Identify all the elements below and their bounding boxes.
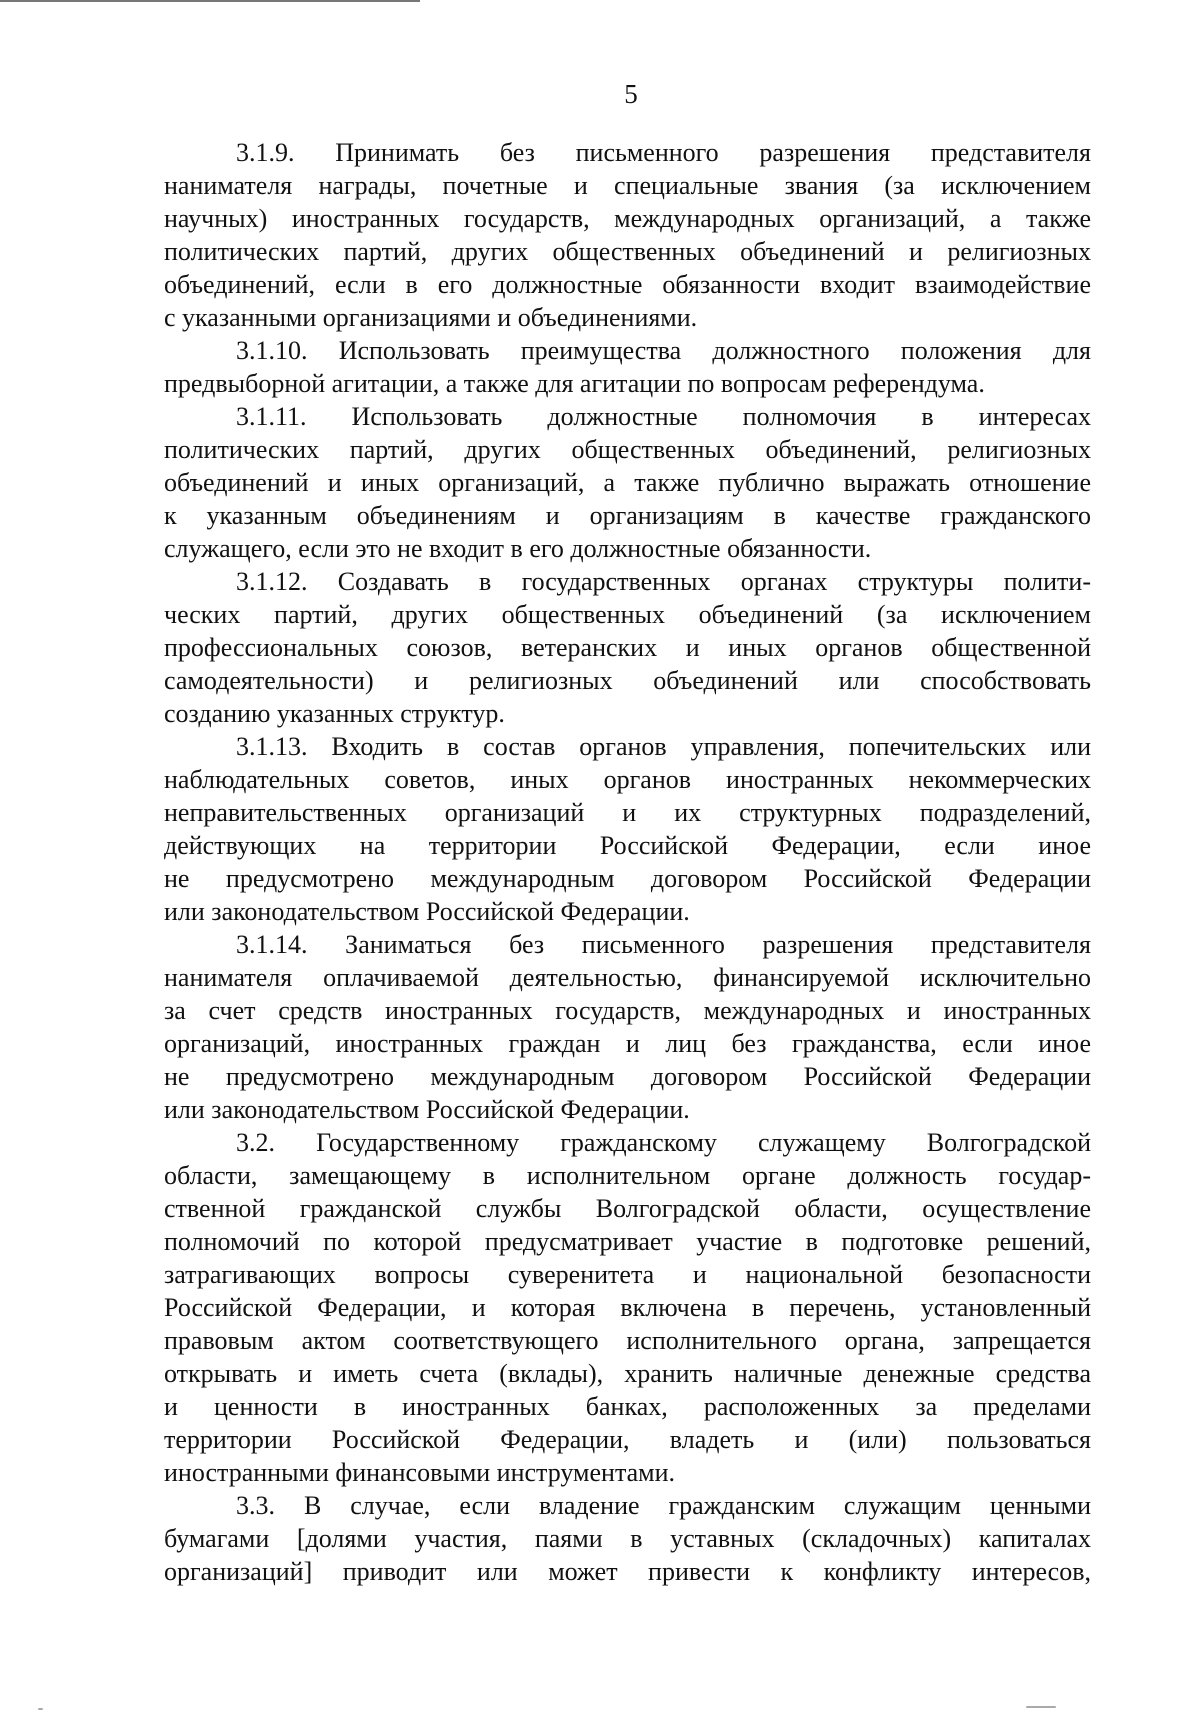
text-line: служащего, если это не входит в его должностные обязанности.	[164, 534, 872, 563]
text-line: 3.1.11. Использовать должностные полномочия в интересах	[236, 402, 1091, 431]
text-line: иностранными финансовыми инструментами.	[164, 1458, 676, 1487]
text-line: 3.3. В случае, если владение гражданским служащим ценными	[236, 1491, 1091, 1520]
text-line: или законодательством Российской Федерации.	[164, 1095, 690, 1124]
text-line: затрагивающих вопросы суверенитета и национальной безопасности	[164, 1260, 1091, 1289]
text-line: неправительственных организаций и их структурных подразделений,	[164, 798, 1091, 827]
text-line: самодеятельности) и религиозных объединений или способствовать	[164, 666, 1091, 695]
text-line: Российской Федерации, и которая включена в перечень, установленный	[164, 1293, 1091, 1322]
text-line: 3.1.10. Использовать преимущества должностного положения для	[236, 336, 1091, 365]
text-line: и ценности в иностранных банках, расположенных за пределами	[164, 1392, 1091, 1421]
text-line: за счет средств иностранных государств, международных и иностранных	[164, 996, 1091, 1025]
text-line: наблюдательных советов, иных органов иностранных некоммерческих	[164, 765, 1091, 794]
text-line: нанимателя оплачиваемой деятельностью, финансируемой исключительно	[164, 963, 1091, 992]
text-line: не предусмотрено международным договором Российской Федерации	[164, 864, 1091, 893]
text-line: полномочий по которой предусматривает участие в подготовке решений,	[164, 1227, 1091, 1256]
text-line: предвыборной агитации, а также для агитации по вопросам референдума.	[164, 369, 985, 398]
text-line: нанимателя награды, почетные и специальные звания (за исключением	[164, 171, 1091, 200]
document-text	[164, 136, 1091, 1588]
text-line: объединений и иных организаций, а также публично выражать отношение	[164, 468, 1091, 497]
text-line: 3.2. Государственному гражданскому служащему Волгоградской	[236, 1128, 1091, 1157]
scan-edge-top	[0, 0, 420, 2]
text-line: 3.1.12. Создавать в государственных органах структуры полити-	[236, 567, 1091, 596]
scan-mark-bottom-left	[38, 1708, 43, 1710]
text-line: территории Российской Федерации, владеть и (или) пользоваться	[164, 1425, 1091, 1454]
text-line: организаций] приводит или может привести к конфликту интересов,	[164, 1557, 1091, 1586]
text-line: политических партий, других общественных объединений, религиозных	[164, 435, 1091, 464]
text-line: с указанными организациями и объединениями.	[164, 303, 698, 332]
text-line: не предусмотрено международным договором Российской Федерации	[164, 1062, 1091, 1091]
text-line: правовым актом соответствующего исполнительного органа, запрещается	[164, 1326, 1091, 1355]
text-line: организаций, иностранных граждан и лиц без гражданства, если иное	[164, 1029, 1091, 1058]
text-line: профессиональных союзов, ветеранских и иных органов общественной	[164, 633, 1091, 662]
text-line: созданию указанных структур.	[164, 699, 505, 728]
text-line: политических партий, других общественных объединений и религиозных	[164, 237, 1091, 266]
scan-mark-bottom-right	[1026, 1706, 1056, 1708]
text-line: действующих на территории Российской Федерации, если иное	[164, 831, 1091, 860]
text-line: или законодательством Российской Федерации.	[164, 897, 690, 926]
text-line: 3.1.14. Заниматься без письменного разрешения представителя	[236, 930, 1091, 959]
text-line: области, замещающему в исполнительном органе должность государ-	[164, 1161, 1091, 1190]
text-line: открывать и иметь счета (вклады), хранить наличные денежные средства	[164, 1359, 1091, 1388]
text-line: научных) иностранных государств, международных организаций, а также	[164, 204, 1091, 233]
text-line: к указанным объединениям и организациям в качестве гражданского	[164, 501, 1091, 530]
text-line: объединений, если в его должностные обязанности входит взаимодействие	[164, 270, 1091, 299]
page-number: 5	[624, 79, 638, 109]
text-line: ственной гражданской службы Волгоградской области, осуществление	[164, 1194, 1091, 1223]
text-line: бумагами [долями участия, паями в уставных (складочных) капиталах	[164, 1524, 1091, 1553]
text-line: ческих партий, других общественных объединений (за исключением	[164, 600, 1091, 629]
text-line: 3.1.9. Принимать без письменного разрешения представителя	[236, 138, 1091, 167]
text-line: 3.1.13. Входить в состав органов управления, попечительских или	[236, 732, 1091, 761]
